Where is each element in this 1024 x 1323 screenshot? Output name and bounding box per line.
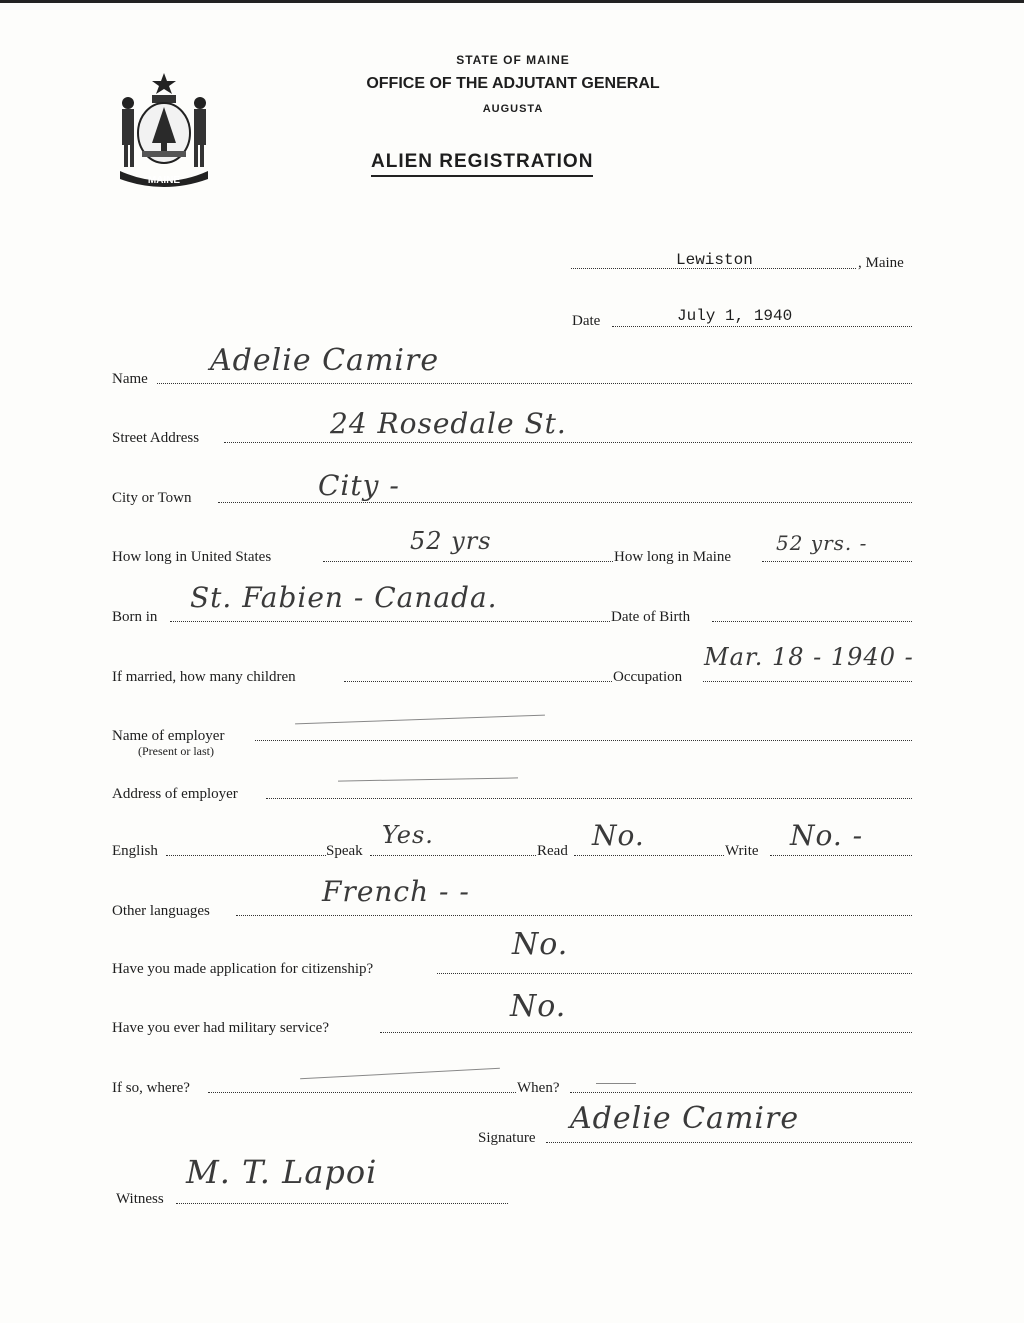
employer-address-line	[266, 798, 912, 799]
signature-value: Adelie Camire	[570, 1101, 800, 1136]
date-label: Date	[572, 313, 601, 329]
military-line	[380, 1032, 912, 1033]
write-line	[770, 855, 912, 856]
city-or-town-label: City or Town	[112, 490, 192, 506]
state-heading: STATE OF MAINE	[456, 53, 570, 67]
witness-value: M. T. Lapoi	[186, 1153, 378, 1191]
write-value: No. -	[790, 819, 864, 852]
date-value: July 1, 1940	[677, 307, 793, 325]
name-line	[157, 383, 912, 384]
street-address-value: 24 Rosedale St.	[330, 407, 567, 440]
name-value: Adelie Camire	[210, 343, 440, 378]
street-address-line	[224, 442, 912, 443]
how-long-maine-label: How long in Maine	[614, 549, 732, 565]
married-children-label: If married, how many children	[112, 669, 296, 685]
read-value: No.	[592, 819, 645, 852]
citizenship-value: No.	[512, 927, 569, 962]
employer-name-line	[255, 740, 912, 741]
seal-banner-text: MAINE	[147, 175, 181, 186]
employer-address-strike	[338, 777, 518, 781]
other-languages-label: Other languages	[112, 903, 210, 919]
city-heading: AUGUSTA	[482, 103, 544, 115]
date-line	[612, 326, 912, 327]
witness-label: Witness	[116, 1191, 164, 1207]
how-long-us-value: 52 yrs	[410, 527, 492, 555]
military-value: No.	[510, 989, 567, 1024]
city-or-town-line	[218, 502, 912, 503]
married-children-line	[344, 681, 612, 682]
maine-suffix-label: , Maine	[858, 255, 904, 271]
born-in-line	[170, 621, 610, 622]
signature-line	[546, 1142, 912, 1143]
how-long-us-label: How long in United States	[112, 549, 272, 565]
when-strike	[596, 1083, 636, 1084]
witness-line	[176, 1203, 508, 1204]
where-line	[208, 1092, 516, 1093]
where-strike	[300, 1068, 500, 1079]
when-line	[570, 1092, 912, 1093]
read-line	[574, 855, 724, 856]
employer-name-label: Name of employer	[112, 728, 225, 744]
speak-line	[370, 855, 536, 856]
employer-name-strike	[295, 715, 545, 725]
how-long-us-line	[323, 561, 613, 562]
write-label: Write	[725, 843, 759, 859]
city-or-town-value: City -	[318, 469, 400, 502]
where-label: If so, where?	[112, 1080, 190, 1096]
employer-note-label: (Present or last)	[138, 744, 214, 758]
english-label: English	[112, 843, 158, 859]
born-in-label: Born in	[112, 609, 158, 625]
form-title: ALIEN REGISTRATION	[371, 151, 593, 177]
date-of-birth-label: Date of Birth	[611, 609, 691, 625]
date-of-birth-line	[712, 621, 912, 622]
other-languages-value: French - -	[322, 875, 470, 908]
when-label: When?	[517, 1080, 560, 1096]
read-label: Read	[537, 843, 568, 859]
street-address-label: Street Address	[112, 430, 200, 446]
military-label: Have you ever had military service?	[112, 1020, 329, 1036]
employer-address-label: Address of employer	[112, 786, 238, 802]
citizenship-line	[437, 973, 912, 974]
occupation-value: Mar. 18 - 1940 -	[704, 643, 914, 671]
name-label: Name	[112, 371, 148, 387]
other-languages-line	[236, 915, 912, 916]
office-heading: OFFICE OF THE ADJUTANT GENERAL	[366, 75, 660, 92]
occupation-label: Occupation	[613, 669, 683, 685]
speak-value: Yes.	[382, 821, 434, 849]
born-in-value: St. Fabien - Canada.	[190, 581, 498, 614]
signature-label: Signature	[478, 1130, 536, 1146]
english-line	[166, 855, 326, 856]
occupation-line	[703, 681, 912, 682]
maine-seal-icon	[112, 67, 216, 191]
how-long-maine-line	[762, 561, 912, 562]
speak-label: Speak	[326, 843, 363, 859]
citizenship-label: Have you made application for citizenship?	[112, 961, 374, 977]
town-value: Lewiston	[676, 251, 753, 269]
how-long-maine-value: 52 yrs. -	[776, 531, 868, 555]
